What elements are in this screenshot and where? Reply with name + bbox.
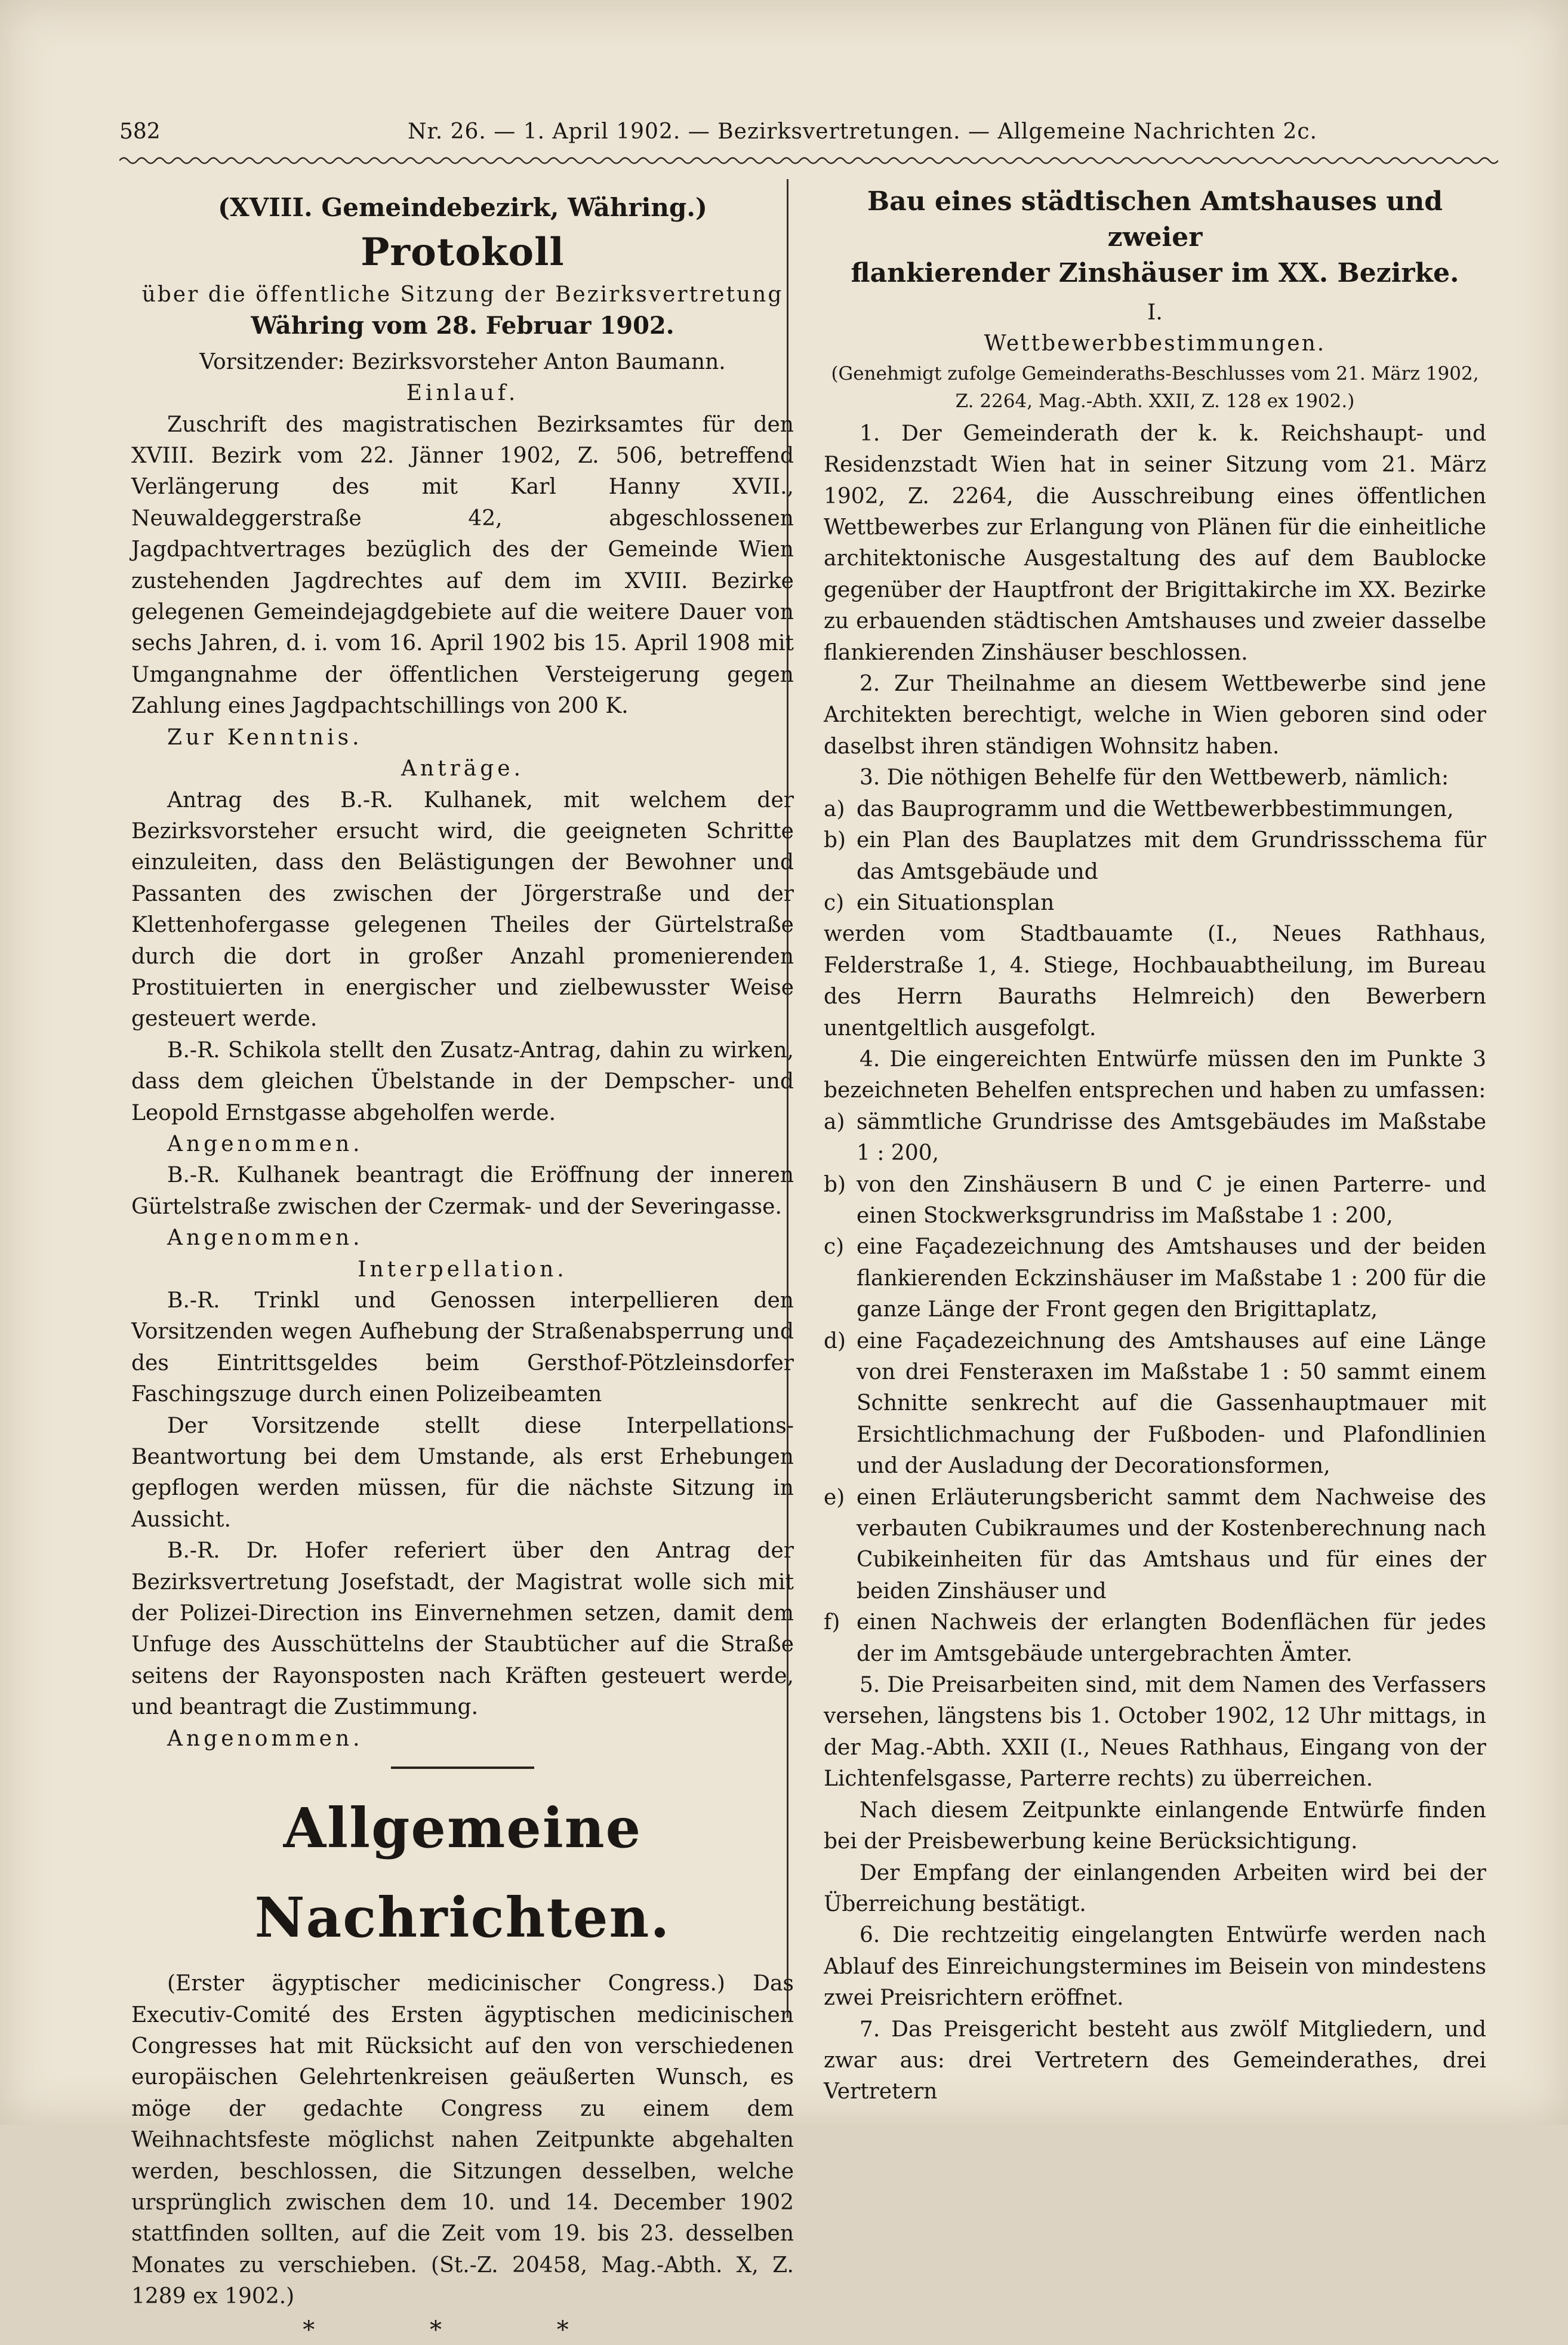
list-item-label: c) [824, 1235, 845, 1260]
chair-line: Vorsitzender: Bezirksvorsteher Anton Baumann. [199, 349, 726, 374]
list-item [824, 1326, 1486, 1482]
clause-4-list [824, 1107, 1486, 1670]
section-separator [391, 1767, 534, 1769]
clause-7: 7. Das Preisgericht besteht aus zwölf Mitgliedern, und zwar aus: drei Vertretern des Gemeinderathes, drei Vertretern [824, 2017, 1486, 2104]
angenommen-1: Angenommen. [167, 1131, 363, 1156]
article-title-2: flankierender Zinshäuser im XX. Bezirke. [851, 258, 1459, 288]
list-item-label: a) [824, 796, 845, 821]
list-item [824, 794, 1486, 825]
antrag-hofer: B.-R. Dr. Hofer referiert über den Antrag der Bezirksvertretung Josefstadt, der Magistrat wolle sich mit der Polizei-Direction ins Einvernehmen setzen, damit dem Unfuge des Ausschüttelns der Staubtücher auf die Straße seitens der Rayonsposten nach Kräften gesteuert werde, und beantragt die Zustimmung. [131, 1538, 794, 1720]
list-item-text: eine Façadezeichnung des Amtshauses auf eine Länge von drei Fensteraxen im Maßstabe 1 : 50 sammt einem Schnitte senkrecht auf die Gassenhauptmauer mit Ersichtlichmachung der Fußboden- und Plafondlinien und der Ausladung der Decorationsformen, [857, 1328, 1486, 1479]
clause-5: 5. Die Preisarbeiten sind, mit dem Namen des Verfassers versehen, längstens bis 1. October 1902, 12 Uhr mittags, in der Mag.-Abth. XXII (I., Neues Rathhaus, Eingang von der Lichtenfelsgasse, Parterre rechts) zu überreichen. [824, 1673, 1486, 1792]
list-item-text: einen Erläuterungsbericht sammt dem Nachweise des verbauten Cubikraumes und der Kostenberechnung nach Cubikeinheiten für das Amtshaus und für eines der beiden Zinshäuser und [857, 1485, 1486, 1604]
protokoll-subtitle-2: Währing vom 28. Februar 1902. [251, 312, 674, 340]
district-heading: (XVIII. Gemeindebezirk, Währing.) [218, 193, 707, 222]
einlauf-text: Zuschrift des magistratischen Bezirksamtes für den XVIII. Bezirk vom 22. Jänner 1902, Z. 506, betreffend Verlängerung des mit Karl Hanny XVII., Neuwaldeggerstraße 42, abgeschlossenen Jagdpachtvertrages bezüglich des der Gemeinde Wien zustehenden Jagdrechtes auf dem im XVIII. Bezirke gelegenen Gemeindejagdgebiete auf die weitere Dauer von sechs Jahren, d. i. vom 16. April 1902 bis 15. April 1908 mit Umgangnahme der öffentlichen Versteigerung gegen Zahlung eines Jagdpachtschillings von 200 K. [131, 412, 794, 719]
list-item-text: sämmtliche Grundrisse des Amtsgebäudes im Maßstabe 1 : 200, [857, 1109, 1486, 1166]
asterism: * * * [303, 2316, 623, 2344]
list-item [824, 1607, 1486, 1670]
running-header [119, 113, 1498, 149]
list-item-text: das Bauprogramm und die Wettbewerbbestimmungen, [857, 796, 1454, 821]
right-column [824, 179, 1486, 2104]
article-title-1: Bau eines städtischen Amtshauses und zweier [867, 186, 1443, 253]
list-item-label: b) [824, 828, 846, 853]
list-item-label: c) [824, 890, 845, 915]
protokoll-title: Protokoll [361, 230, 565, 275]
clause-1: 1. Der Gemeinderath der k. k. Reichshaupt- und Residenzstadt Wien hat in seiner Sitzung vom 21. März 1902, Z. 2264, die Ausschreibung eines öffentlichen Wettbewerbes zur Erlangung von Plänen für die einheitliche architektonische Ausgestaltung des auf dem Baublocke gegenüber der Hauptfront der Brigittakirche im XX. Bezirke zu erbauenden städtischen Amtshauses und zweier dasselbe flankierenden Zinshäuser beschlossen. [824, 421, 1486, 665]
clause-4: 4. Die eingereichten Entwürfe müssen den im Punkte 3 bezeichneten Behelfen entsprechen und haben zu umfassen: [824, 1047, 1486, 1103]
antrag-schikola: B.-R. Schikola stellt den Zusatz-Antrag, dahin zu wirken, dass dem gleichen Übelstande in der Dempscher- und Leopold Ernstgasse abgeholfen werde. [131, 1038, 794, 1125]
list-item-label: b) [824, 1172, 846, 1197]
wettbewerb-heading: Wettbewerbbestimmungen. [984, 331, 1326, 356]
list-item-text: einen Nachweis der erlangten Bodenflächen für jedes der im Amtsgebäude untergebrachten Ämter. [857, 1610, 1486, 1666]
list-item [824, 1482, 1486, 1608]
interpellation-trinkl: B.-R. Trinkl und Genossen interpellieren den Vorsitzenden wegen Aufhebung der Straßenabsperrung und des Eintrittsgeldes beim Gersthof-Pötzleinsdorfer Faschingszuge durch einen Polizeibeamten [131, 1288, 794, 1407]
protokoll-subtitle-1: über die öffentliche Sitzung der Bezirksvertretung [141, 282, 784, 307]
clause-3: 3. Die nöthigen Behelfe für den Wettbewerb, nämlich: [860, 765, 1449, 790]
page-number: 582 [119, 119, 161, 144]
list-item [824, 888, 1486, 919]
clause-2: 2. Zur Theilnahme an diesem Wettbewerbe sind jene Architekten berechtigt, welche in Wien geboren sind oder daselbst ihren ständigen Wohnsitz haben. [824, 672, 1486, 759]
zur-kenntnis: Zur Kenntnis. [167, 725, 363, 750]
list-item-text: ein Plan des Bauplatzes mit dem Grundrissschema für das Amtsgebäude und [857, 828, 1486, 884]
list-item-label: d) [824, 1328, 846, 1353]
approval-note: (Genehmigt zufolge Gemeinderaths-Beschlusses vom 21. März 1902, Z. 2264, Mag.-Abth. XXII, Z. 128 ex 1902.) [831, 362, 1479, 412]
antraege-heading: Anträge. [401, 756, 525, 781]
list-item [824, 1107, 1486, 1170]
header-wavy-rule [119, 155, 1498, 166]
nachrichten-congress: (Erster ägyptischer medicinischer Congress.) Das Executiv-Comité des Ersten ägyptischen medicinischen Congresses hat mit Rücksicht auf den von verschiedenen europäischen Gelehrtenkreisen geäußerten Wunsch, es möge der gedachte Congress zu einem dem Weihnachtsfeste möglichst nahen Zeitpunkte abgehalten werden, beschlossen, die Sitzungen desselben, welche ursprünglich zwischen dem 10. und 14. December 1902 stattfinden sollten, auf die Zeit vom 19. bis 23. desselben Monates zu verschieben. (St.-Z. 20458, Mag.-Abth. X, Z. 1289 ex 1902.) [131, 1971, 794, 2309]
list-item [824, 825, 1486, 888]
list-item-text: eine Façadezeichnung des Amtshauses und der beiden flankierenden Eckzinshäuser im Maßstabe 1 : 200 für die ganze Länge der Front gegen den Brigittaplatz, [857, 1235, 1486, 1322]
section-roman: I. [1147, 300, 1163, 325]
clause-6: 6. Die rechtzeitig eingelangten Entwürfe werden nach Ablauf des Einreichungstermines im Beisein von mindestens zwei Preisrichtern eröffnet. [824, 1923, 1486, 2011]
list-item-label: f) [824, 1610, 840, 1635]
clause-3-end: werden vom Stadtbauamte (I., Neues Rathhaus, Felderstraße 1, 4. Stiege, Hochbauabtheilung, im Bureau des Herrn Bauraths Helmreich) den Bewerbern unentgeltlich ausgefolgt. [824, 922, 1486, 1041]
list-item [824, 1232, 1486, 1325]
interpellation-answer: Der Vorsitzende stellt diese Interpellations-Beantwortung bei dem Umstande, als erst Erhebungen gepflogen werden müssen, für die nächste Sitzung in Aussicht. [131, 1413, 794, 1532]
clause-5-b: Nach diesem Zeitpunkte einlangende Entwürfe finden bei der Preisbewerbung keine Berücksichtigung. [824, 1798, 1486, 1854]
clause-3-list [824, 794, 1486, 919]
list-item-label: e) [824, 1485, 845, 1510]
einlauf-heading: Einlauf. [406, 381, 519, 406]
header-title: Nr. 26. — 1. April 1902. — Bezirksvertretungen. — Allgemeine Nachrichten 2c. [407, 119, 1318, 144]
antrag-kulhanek: Antrag des B.-R. Kulhanek, mit welchem der Bezirksvorsteher ersucht wird, die geeigneten Schritte einzuleiten, dass den Belästigungen der Bewohner und Passanten des zwischen der Jörgerstraße und der Klettenhofergasse gelegenen Theiles der Gürtelstraße durch die dort in großer Anzahl promenierenden Prostituierten in energischer und zielbewusster Weise gesteuert werde. [131, 787, 794, 1032]
list-item-label: a) [824, 1109, 845, 1134]
clause-5-c: Der Empfang der einlangenden Arbeiten wird bei der Überreichung bestätigt. [824, 1860, 1486, 1916]
angenommen-3: Angenommen. [167, 1726, 363, 1751]
list-item-text: von den Zinshäusern B und C je einen Parterre- und einen Stockwerksgrundriss im Maßstabe 1 : 200, [857, 1172, 1486, 1228]
left-column [131, 179, 794, 2344]
interpellation-heading: Interpellation. [358, 1257, 568, 1282]
nachrichten-title: Allgemeine Nachrichten. [254, 1796, 671, 1950]
list-item [824, 1170, 1486, 1232]
angenommen-2: Angenommen. [167, 1226, 363, 1251]
antrag-kulhanek-2: B.-R. Kulhanek beantragt die Eröffnung der inneren Gürtelstraße zwischen der Czermak- und der Severingasse. [131, 1163, 794, 1219]
list-item-text: ein Situationsplan [857, 890, 1055, 915]
